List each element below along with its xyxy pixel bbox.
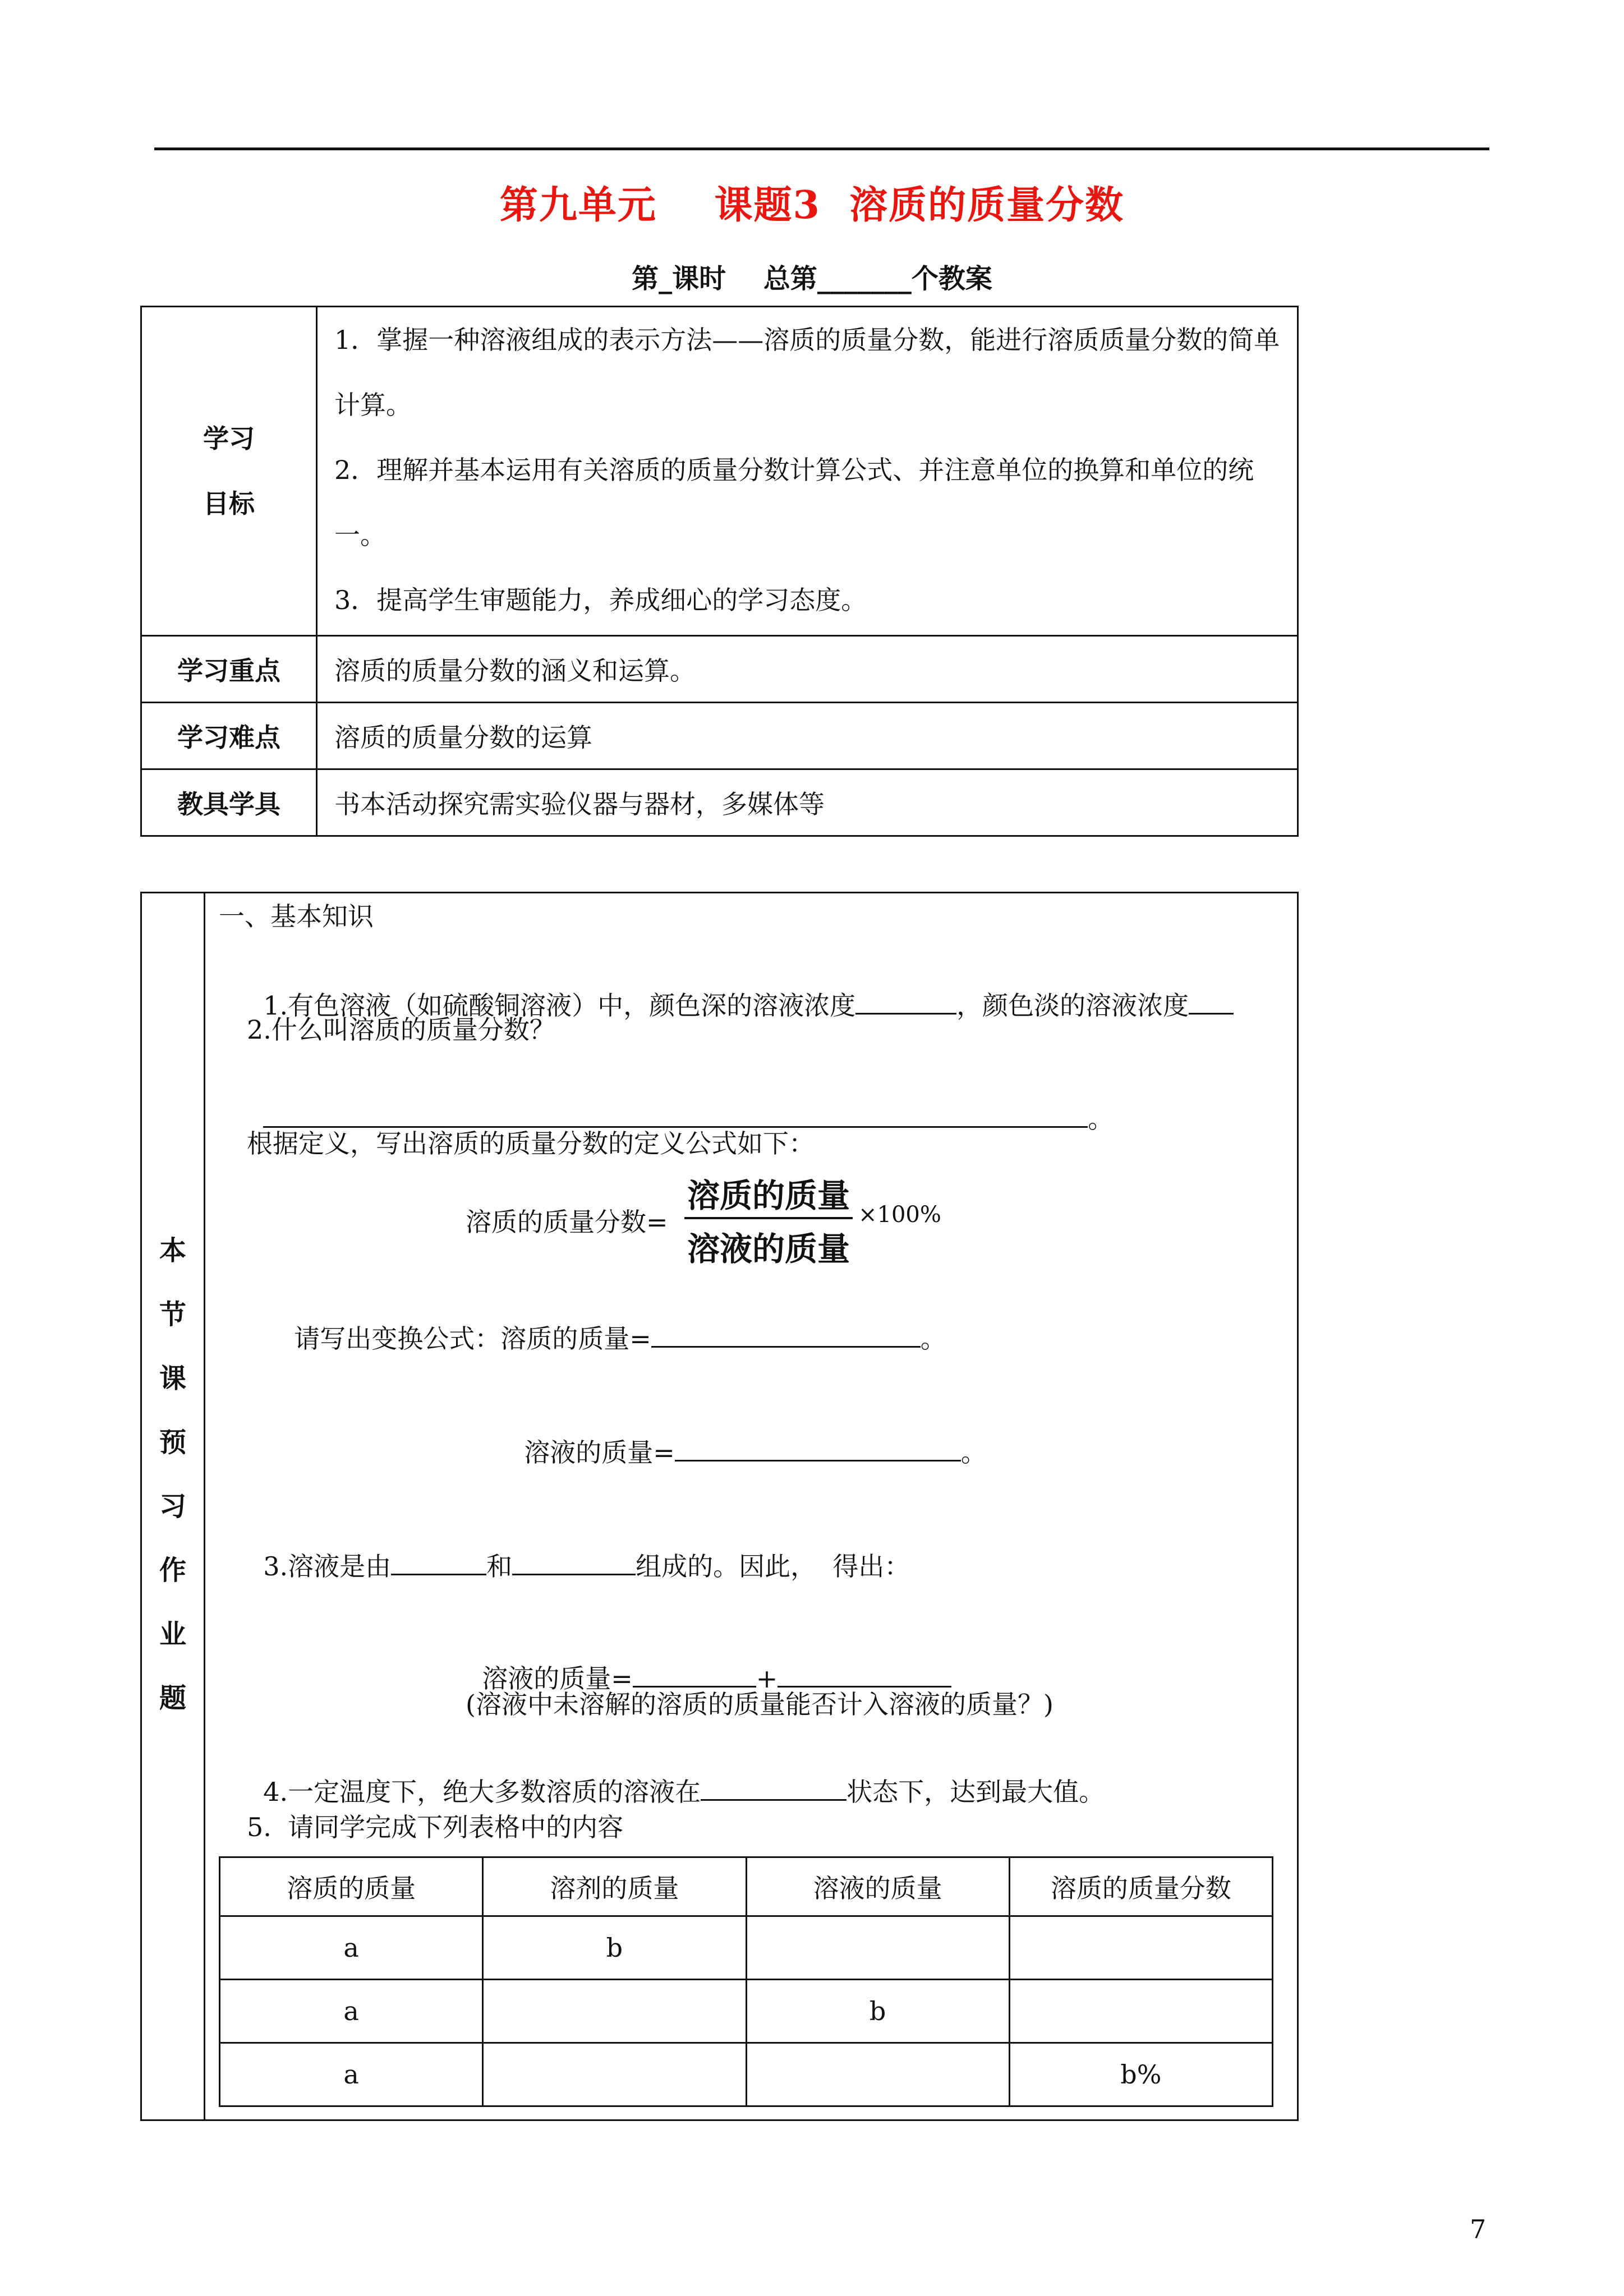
side-label-char: 本: [159, 1235, 186, 1266]
transform-formula-2: [508, 1402, 987, 1469]
objectives-label-text: 学习 目标: [203, 423, 255, 519]
transform-blank-2[interactable]: [675, 1434, 961, 1461]
table-row: [220, 1980, 1273, 2043]
q3-eq-blank-2[interactable]: [778, 1660, 951, 1688]
q4-blank[interactable]: [701, 1773, 846, 1801]
side-label-char: 预: [159, 1427, 186, 1458]
table-cell: b: [483, 1916, 746, 1980]
formula-multiplier: ×100%: [858, 1202, 941, 1228]
materials-label: 教具学具: [141, 769, 317, 836]
header-cell: 溶剂的质量: [483, 1857, 746, 1916]
question-3: [247, 1516, 910, 1583]
table-cell[interactable]: [1009, 1916, 1272, 1980]
side-label-char: 节: [159, 1299, 186, 1330]
key-points-content: 溶质的质量分数的涵义和运算。: [317, 636, 1298, 703]
side-label: [142, 893, 204, 2119]
lesson-subtitle: 第_课时 总第_______个教案: [632, 263, 992, 294]
q3-blank-2[interactable]: [512, 1548, 636, 1575]
table-row: [220, 2043, 1273, 2106]
transform-blank-1[interactable]: [651, 1320, 921, 1348]
formula-intro: 根据定义，写出溶质的质量分数的定义公式如下：: [247, 1128, 815, 1159]
exercise-table: [219, 1856, 1273, 2107]
page-title: 第九单元 课题3 溶质的质量分数: [499, 183, 1125, 228]
question-2: 2.什么叫溶质的质量分数？: [247, 1015, 555, 1045]
header-rule: [154, 147, 1489, 150]
q3-text-a: 3.溶液是由: [263, 1551, 392, 1582]
key-points-label: 学习重点: [141, 636, 317, 703]
table-cell[interactable]: [1009, 1980, 1272, 2043]
side-label-char: 题: [159, 1682, 186, 1714]
table-cell[interactable]: [483, 2043, 746, 2106]
section-heading: 一、基本知识: [219, 901, 374, 932]
table-cell[interactable]: [746, 1916, 1009, 1980]
key-points-row: [141, 636, 1298, 703]
q1-text-a: 1.有色溶液（如硫酸铜溶液）中，颜色深的溶液浓度: [263, 990, 856, 1021]
q1-blank-1[interactable]: [855, 987, 956, 1015]
materials-content: 书本活动探究需实验仪器与器材，多媒体等: [317, 769, 1298, 836]
table-row: [220, 1916, 1273, 1980]
q4-text-b: 状态下，达到最大值。: [846, 1777, 1105, 1807]
formula-lhs: 溶质的质量分数=: [466, 1207, 668, 1237]
table-cell[interactable]: [483, 1980, 746, 2043]
objective-item: 2．理解并基本运用有关溶质的质量分数计算公式、并注意单位的换算和单位的统一。: [334, 455, 1254, 550]
transform-intro: 请写出变换公式：溶质的质量=: [294, 1324, 651, 1354]
header-cell: 溶质的质量: [220, 1857, 483, 1916]
box-divider: [204, 893, 205, 2119]
question-4: [247, 1741, 1105, 1809]
header-cell: 溶质的质量分数: [1009, 1857, 1272, 1916]
objectives-table: [140, 306, 1299, 837]
transform-end-2: 。: [960, 1437, 987, 1468]
page-number: 7: [1470, 2214, 1487, 2244]
transform-end-1: 。: [920, 1324, 946, 1354]
fraction-bar: [684, 1217, 853, 1219]
objectives-content: [317, 307, 1298, 636]
exercise-table-header: [220, 1857, 1273, 1916]
q3-note: (溶液中未溶解的溶质的质量能否计入溶液的质量？): [466, 1689, 1053, 1719]
header-cell: 溶液的质量: [746, 1857, 1009, 1916]
q2-end: 。: [1088, 1104, 1114, 1134]
table-cell[interactable]: [746, 2043, 1009, 2106]
transform-formula-1: [278, 1288, 946, 1356]
side-label-char: 业: [159, 1619, 186, 1650]
q3-plus: +: [756, 1663, 778, 1694]
q4-text-a: 4.一定温度下，绝大多数溶质的溶液在: [263, 1777, 701, 1807]
table-cell: b: [746, 1980, 1009, 2043]
materials-row: [141, 769, 1298, 836]
formula-numerator: 溶质的质量: [687, 1177, 850, 1215]
question-5: 5. 请同学完成下列表格中的内容: [247, 1812, 624, 1842]
transform-line2: 溶液的质量=: [524, 1437, 675, 1468]
side-label-char: 习: [159, 1491, 186, 1522]
side-label-char: 课: [159, 1363, 186, 1394]
table-cell: a: [220, 1916, 483, 1980]
q3-eq-lhs: 溶液的质量=: [482, 1663, 633, 1694]
q3-text-b: 和: [486, 1551, 513, 1582]
objective-item: 3．提高学生审题能力，养成细心的学习态度。: [334, 585, 867, 615]
table-cell: b%: [1009, 2043, 1272, 2106]
difficulty-row: [141, 703, 1298, 769]
q3-text-c: 组成的。因此， 得出：: [636, 1551, 910, 1582]
formula-denominator: 溶液的质量: [687, 1230, 850, 1268]
q3-blank-1[interactable]: [391, 1548, 486, 1575]
difficulty-label: 学习难点: [141, 703, 317, 769]
q3-eq-blank-1[interactable]: [633, 1660, 756, 1688]
q1-text-b: ，颜色淡的溶液浓度: [956, 990, 1189, 1021]
table-cell: a: [220, 2043, 483, 2106]
side-label-char: 作: [159, 1555, 186, 1586]
q1-blank-2[interactable]: [1189, 987, 1234, 1015]
table-cell: a: [220, 1980, 483, 2043]
difficulty-content: 溶质的质量分数的运算: [317, 703, 1298, 769]
objectives-label: [141, 307, 317, 636]
objectives-row: [141, 307, 1298, 636]
objective-item: 1．掌握一种溶液组成的表示方法——溶质的质量分数，能进行溶质质量分数的简单计算。: [334, 325, 1280, 420]
